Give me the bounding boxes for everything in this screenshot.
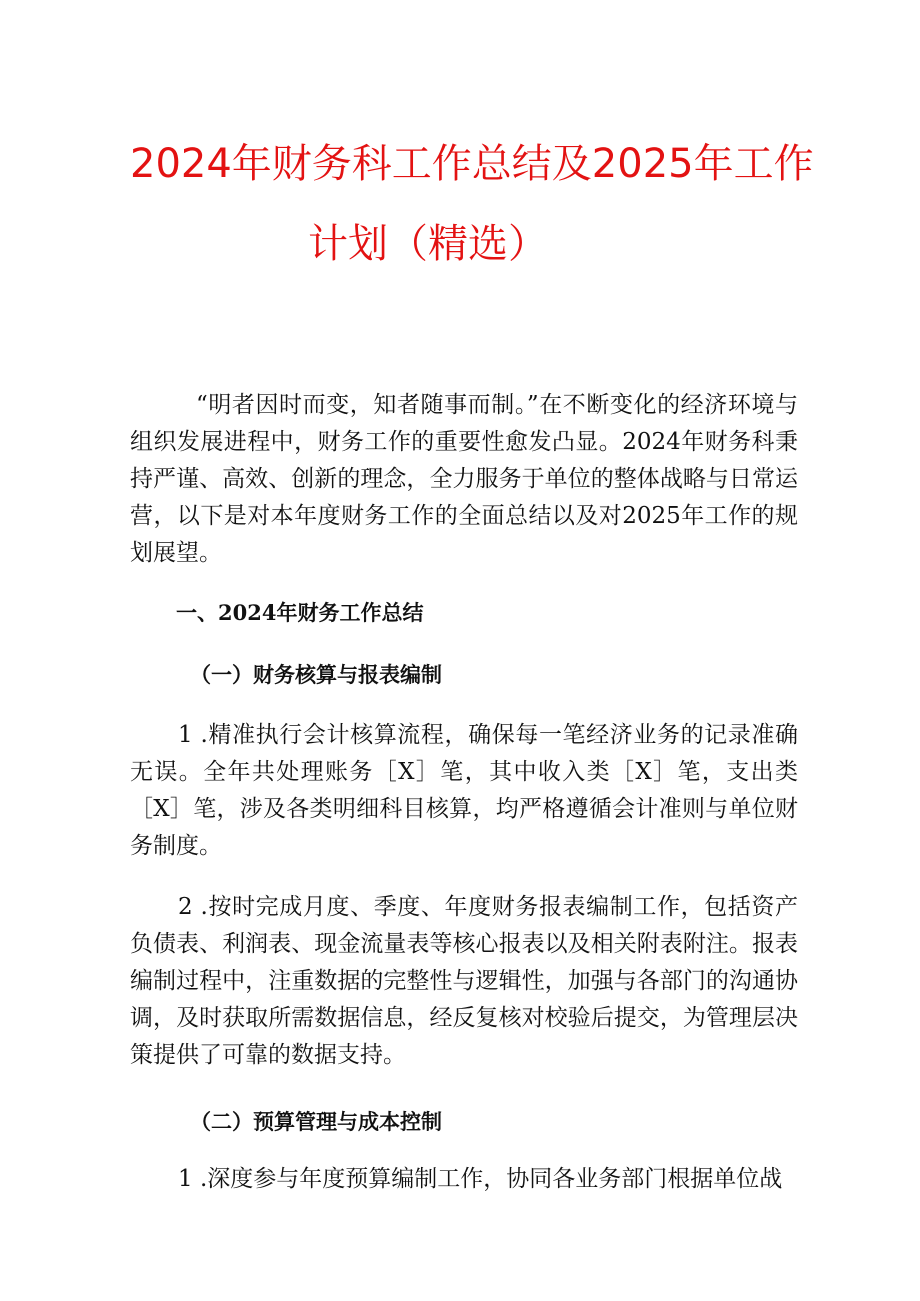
document-title-line1: 2024年财务科工作总结及2025年工作 <box>130 141 814 187</box>
paragraph-item-a2: 2 .按时完成月度、季度、年度财务报表编制工作，包括资产负债表、利润表、现金流量表等核心报表以及相关附表附注。报表编制过程中，注重数据的完整性与逻辑性，加强与各部门的沟通协调，及时获取所需数据信息，经反复核对校验后提交，为管理层决策提供了可靠的数据支持。 <box>130 894 798 1068</box>
paragraph-item-a1: 1 .精准执行会计核算流程，确保每一笔经济业务的记录准确无误。全年共处理账务［X］笔，其中收入类［X］笔，支出类［X］笔，涉及各类明细科目核算，均严格遵循会计准则与单位财务制度。 <box>130 722 798 859</box>
section-heading-1: 一、2024年财务工作总结 <box>176 600 424 625</box>
intro-paragraph: “明者因时而变，知者随事而制。”在不断变化的经济环境与组织发展进程中，财务工作的重要性愈发凸显。2024年财务科秉持严谨、高效、创新的理念，全力服务于单位的整体战略与日常运营，以下是对本年度财务工作的全面总结以及对2025年工作的规划展望。 <box>130 392 798 566</box>
subsection-heading-1: （一）财务核算与报表编制 <box>190 662 442 687</box>
subsection-heading-2: （二）预算管理与成本控制 <box>190 1109 442 1134</box>
document-title-line2: 计划（精选） <box>308 221 548 267</box>
paragraph-item-b1: 1 .深度参与年度预算编制工作，协同各业务部门根据单位战 <box>178 1166 783 1192</box>
